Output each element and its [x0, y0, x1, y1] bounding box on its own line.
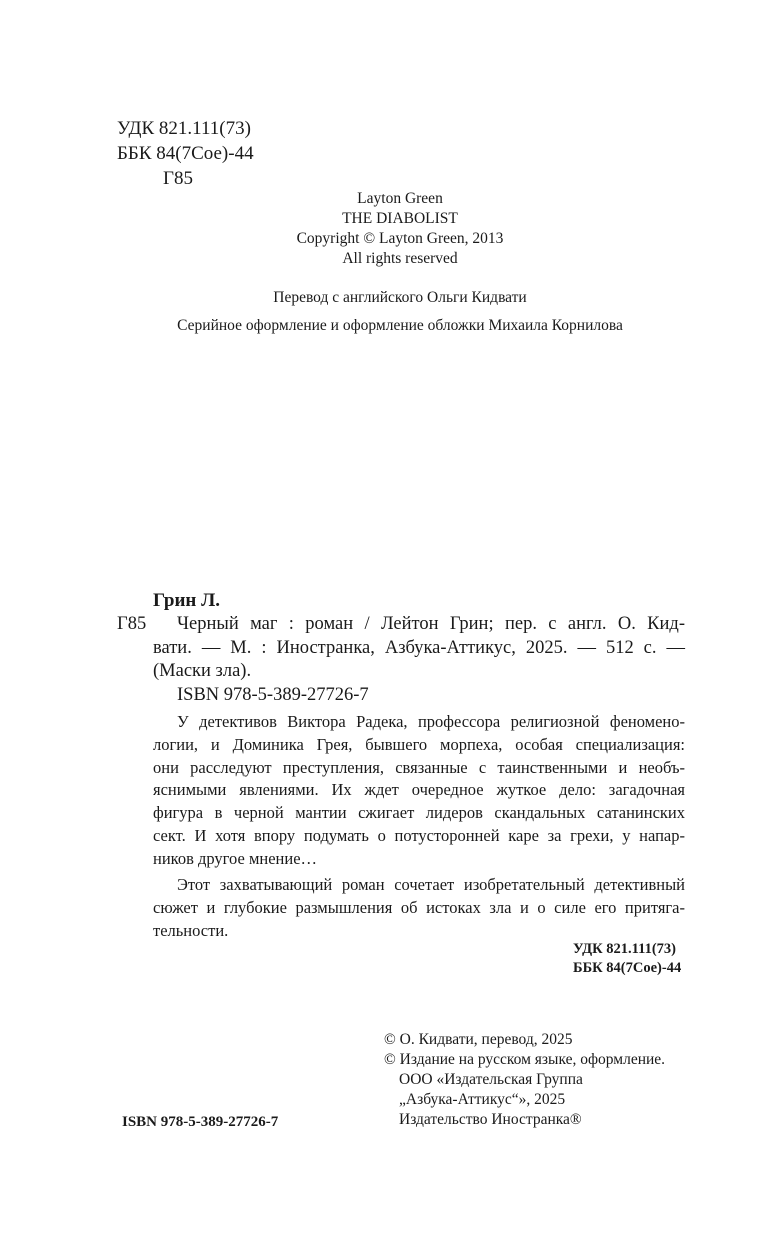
bbk-code-top: ББК 84(7Сое)-44	[117, 143, 254, 164]
design-credit: Серийное оформление и оформление обложки Михаила Корнилова	[177, 317, 623, 334]
bbk-code-bottom: ББК 84(7Сое)-44	[573, 960, 682, 976]
annotation-line: сюжет и глубокие размышления об истоках зла и о силе его притяга-	[153, 898, 685, 917]
original-title: THE DIABOLIST	[342, 210, 458, 227]
biblio-line-2: вати. — М. : Иностранка, Азбука-Аттикус, 2025. — 512 с. —	[153, 638, 685, 658]
copyright-translation: © О. Кидвати, перевод, 2025	[384, 1031, 573, 1048]
translation-credit: Перевод с английского Ольги Кидвати	[273, 289, 527, 306]
annotation-line: они расследуют преступления, связанные с таинственными и необъ-	[153, 758, 685, 777]
biblio-author: Грин Л.	[153, 590, 221, 611]
biblio-mark: Г85	[117, 614, 147, 634]
annotation-line: яснимыми явлениями. Их ждет очередное жуткое дело: загадочная	[153, 780, 685, 799]
isbn-bottom: ISBN 978-5-389-27726-7	[122, 1114, 279, 1130]
annotation-line: ников другое мнение…	[153, 849, 318, 868]
original-rights: All rights reserved	[342, 250, 458, 267]
annotation-line: Этот захватывающий роман сочетает изобретательный детективный	[177, 875, 685, 894]
biblio-isbn: ISBN 978-5-389-27726-7	[177, 685, 369, 705]
biblio-line-3: (Маски зла).	[153, 661, 252, 681]
annotation-line: логии, и Доминика Грея, бывшего морпеха, особая специализация:	[153, 735, 685, 754]
udk-code-top: УДК 821.111(73)	[117, 118, 251, 139]
annotation-line: тельности.	[153, 921, 229, 940]
original-author: Layton Green	[357, 190, 443, 207]
copyright-publisher-name: „Азбука-Аттикус“», 2025	[399, 1091, 566, 1108]
annotation-line: сект. И хотя впору подумать о потусторонней каре за грехи, у напар-	[153, 826, 685, 845]
biblio-line-1: Черный маг : роман / Лейтон Грин; пер. с англ. О. Кид-	[177, 614, 685, 634]
annotation-line: фигура в черной мантии сжигает лидеров скандальных сатанинских	[153, 803, 685, 822]
annotation-line: У детективов Виктора Радека, профессора религиозной феномено-	[177, 712, 685, 731]
original-copyright: Copyright © Layton Green, 2013	[296, 230, 504, 247]
copyright-publisher: ООО «Издательская Группа	[399, 1071, 583, 1088]
copyright-edition: © Издание на русском языке, оформление.	[384, 1051, 666, 1068]
udk-code-bottom: УДК 821.111(73)	[573, 941, 676, 957]
author-mark-top: Г85	[163, 168, 193, 189]
copyright-imprint: Издательство Иностранка®	[399, 1111, 582, 1128]
